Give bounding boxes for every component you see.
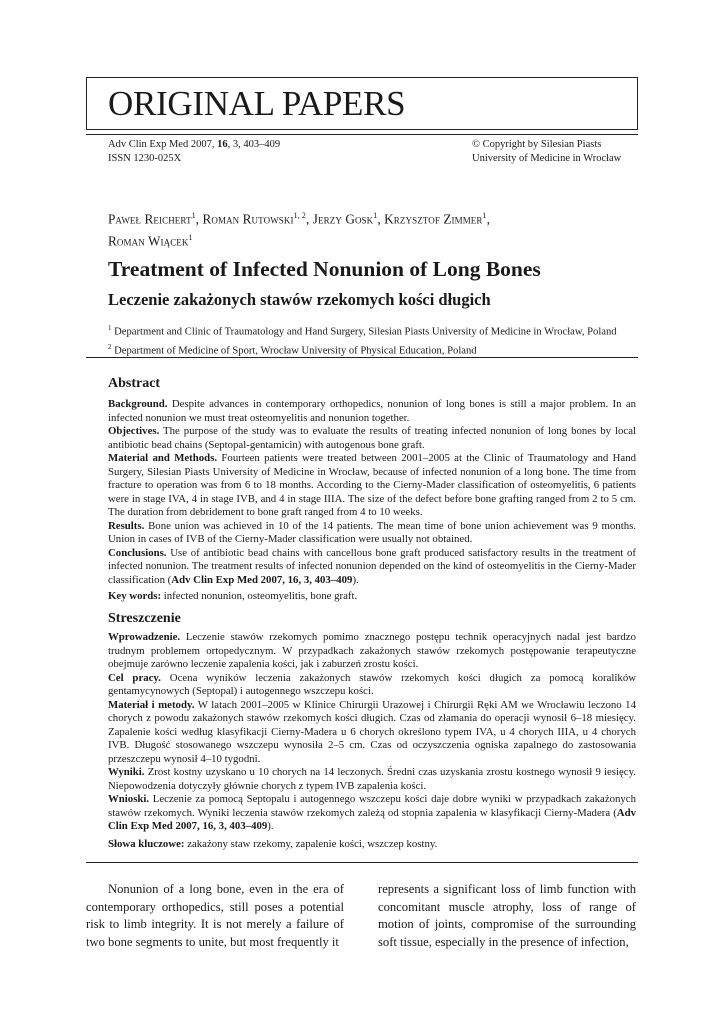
affiliation-text: Department of Medicine of Sport, Wrocław University of Physical Education, Poland (114, 345, 477, 357)
author-affil-marker: 1 (188, 233, 193, 243)
journal-pages: , 3, 403–409 (227, 139, 281, 150)
journal-citation (108, 138, 280, 165)
paragraph-label: Cel pracy. (108, 671, 161, 684)
affiliation-1 (108, 321, 638, 340)
body-column-right: represents a significant loss of limb function with concomitant muscle atrophy, loss of range of motion of joints, compromise of the surrounding soft tissue, especially in the presence of infection, (378, 882, 636, 949)
author-name: Paweł Reichert (108, 211, 192, 227)
keywords-label: Key words: (108, 590, 162, 602)
abstract-methods (108, 452, 636, 520)
paragraph-text: Despite advances in contemporary orthopedics, nonunion of long bones is still a major problem. In an infected nonunion we must treat osteomyelitis and nonunion together. (108, 398, 637, 424)
affiliation-marker: 1 (108, 324, 112, 332)
abstract-conclusions (108, 547, 636, 588)
paragraph-text: Bone union was achieved in 10 of the 14 patients. The mean time of bone union achievement was 9 months. Union in cases of IVB of the Cierny-Mader classification were usually not obtained. (108, 519, 636, 545)
paragraph-label: Wnioski. (108, 793, 150, 805)
streszczenie-keywords (108, 838, 636, 852)
streszczenie-metody (108, 699, 636, 767)
paragraph-label: Conclusions. (108, 546, 167, 559)
paragraph-label: Wprowadzenie. (108, 631, 181, 643)
journal-issn: ISSN 1230-025X (108, 152, 182, 164)
article-subtitle: Leczenie zakażonych stawów rzekomych kości długich (108, 290, 491, 309)
paragraph-text: Ocena wyników leczenia zakażonych stawów rzekomych kości długich za pomocą koralików gentamycynowych (Septopal) i autogennego wszczepu kości. (108, 671, 637, 697)
paragraph-text: Leczenie za pomocą Septopalu i autogennego wszczepu kości daje dobre wyniki w przypadkach zakażonych stawów rzekomych. Wyniki leczenia stawów rzekomych zależą od stopnia zapalenia w klasyfikacji Cierny-Madera ( (108, 793, 636, 819)
header-rule (86, 134, 638, 135)
streszczenie-cel (108, 672, 636, 699)
abstract-results (108, 520, 636, 547)
abstract-background (108, 398, 636, 425)
paragraph-text: ). (267, 820, 274, 832)
copyright-line-1: © Copyright by Silesian Piasts (472, 139, 602, 150)
section-divider (86, 357, 638, 358)
paragraph-text: Fourteen patients were treated between 2001–2005 at the Clinic of Traumatology and Hand Surgery, Silesian Piasts University of Medicine in Wrocław, because of infected nonunion of a long bone. The time from fracture to operation was from 6 to 18 months. According to the Cierny-Mader classification of osteomyelitis, 6 patients were in stage IVA, 4 in stage IVB, and 4 in stage IIIA. The size of the defect before bone grafting ranged from 2 to 5 cm. The duration from debridement to bone graft ranged from 4 to 10 weeks. (108, 452, 636, 518)
journal-line-1 (108, 138, 280, 152)
affiliation-marker: 2 (108, 342, 112, 351)
affiliation-2 (108, 340, 638, 359)
paragraph-label: Objectives. (108, 425, 160, 437)
streszczenie-wnioski (108, 793, 636, 834)
affiliation-text: Department and Clinic of Traumatology and Hand Surgery, Silesian Piasts University of Medicine in Wrocław, Poland (114, 326, 617, 338)
paragraph-text: Leczenie stawów rzekomych pomimo znacznego postępu technik operacyjnych nadal jest bardzo trudnym problemem ortopedycznym. W przypadkach zakażonych stawów rzekomych postępowanie terapeutyczne obejmuje zarówno leczenie zapalenia kości, jak i zaburzeń zrostu kości. (108, 631, 636, 670)
paragraph-text: Use of antibiotic bead chains with cancellous bone graft produced satisfactory results in the treatment of infected nonunion. The treatment results of infected nonunion depended on the kind of osteomyelitis in the Cierny-Mader classification ( (108, 546, 637, 586)
streszczenie-heading: Streszczenie (108, 611, 181, 626)
keywords-label: Słowa kluczowe: (108, 838, 185, 850)
paragraph-text: W latach 2001–2005 w Klinice Chirurgii Urazowej i Chirurgii Ręki AM we Wrocławiu leczono 14 chorych z powodu zakażonych stawów rzekomych kości długich. Czas od złamania do operacji wynosił 6–18 miesięcy. Zapalenie kości według klasyfikacji Cierny-Madera u 6 chorych określono typem IVA, u 4 chorych IIIA, u 4 chorych IVB. Długość stosowanego wszczepu wynosiła 2–5 cm. Czas od oczyszczenia ogniska zapalnego do zastosowania przeszczepu wynosił 4–10 tygodni. (108, 698, 636, 765)
author-affil-marker: 1, 2 (293, 211, 306, 220)
paragraph-text: Zrost kostny uzyskano u 10 chorych na 14 leczonych. Średni czas uzyskania zrostu kostnego wynosił 9 iesięcy. Niepowodzenia dotyczyły głównie chorych z typem IVB zapalenia kości. (108, 766, 636, 792)
copyright-notice (472, 138, 621, 165)
author-affil-marker: 1 (191, 211, 196, 220)
paragraph-label: Material and Methods. (108, 452, 218, 464)
paragraph-label: Background. (108, 398, 168, 410)
author-name: Roman Rutowski (202, 211, 294, 227)
article-title: Treatment of Infected Nonunion of Long Bones (108, 257, 541, 281)
paragraph-label: Wyniki. (108, 766, 145, 778)
paragraph-text: ). (352, 573, 359, 586)
author-affil-marker: 1 (373, 211, 378, 220)
keywords-text: infected nonunion, osteomyelitis, bone graft. (163, 590, 358, 602)
citation: Adv Clin Exp Med 2007, 16, 3, 403–409 (171, 573, 353, 586)
section-label: ORIGINAL PAPERS (108, 84, 406, 123)
streszczenie-wyniki (108, 766, 636, 793)
author-list: Paweł Reichert$^1$, Roman Rutowski$^{1, 2}$, Jerzy Gosk$^1$, Krzysztof Zimmer$^1$, Roman Wiącek$^1$ (108, 211, 491, 249)
keywords-text: zakażony staw rzekomy, zapalenie kości, wszczep kostny. (187, 838, 438, 850)
streszczenie-wprowadzenie (108, 631, 636, 672)
citation: Adv Clin Exp Med 2007, 16, 3, 403–409 (108, 806, 636, 832)
journal-volume: 16 (217, 139, 228, 150)
section-divider (86, 862, 638, 863)
body-column-left: Nonunion of a long bone, even in the era of contemporary orthopedics, still poses a potential risk to limb integrity. It is not merely a failure of two bone segments to unite, but most frequently it (86, 882, 344, 949)
abstract-heading: Abstract (108, 376, 161, 391)
paragraph-label: Materiał i metody. (108, 698, 195, 711)
author-name: Roman Wiącek (108, 233, 189, 249)
affiliations (108, 321, 638, 358)
author-name: Krzysztof Zimmer (384, 211, 483, 227)
paragraph-text: The purpose of the study was to evaluate the results of treating infected nonunion of long bones by local antibiotic bead chains (Septopal-gentamicin) with autogenous bone graft. (108, 425, 636, 451)
author-name: Jerzy Gosk (312, 211, 374, 227)
streszczenie-body (108, 631, 636, 834)
abstract-objectives (108, 425, 636, 452)
copyright-line-2: University of Medicine in Wrocław (472, 152, 622, 164)
author-affil-marker: 1 (482, 211, 487, 220)
paragraph-label: Results. (108, 519, 145, 532)
journal-name: Adv Clin Exp Med 2007, (108, 139, 218, 150)
abstract-keywords (108, 590, 636, 604)
abstract-body (108, 398, 636, 587)
